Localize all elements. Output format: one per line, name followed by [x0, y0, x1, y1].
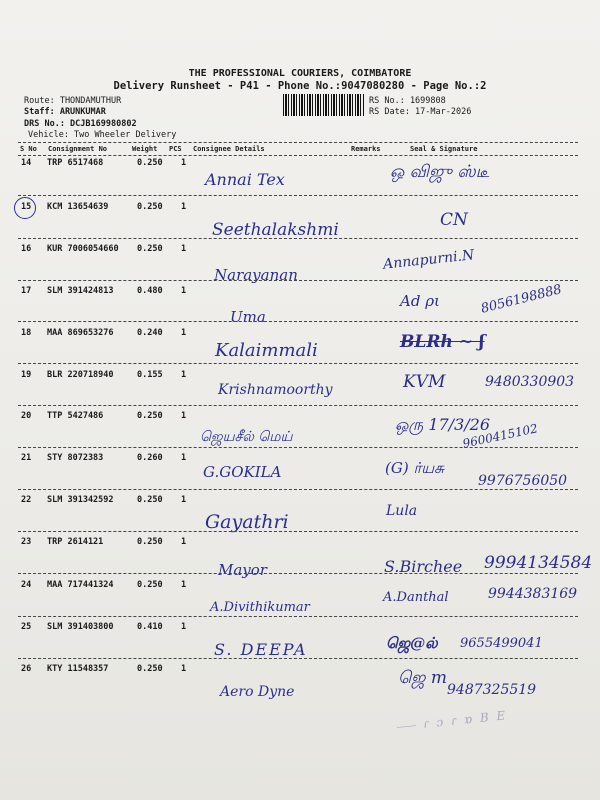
row-weight: 0.250: [137, 158, 163, 168]
consignee-handwriting: Kalaimmali: [215, 340, 318, 361]
row-consignment: TRP 6517468: [47, 158, 104, 168]
signature-handwriting: ஒ விஜு ஸ்டீ: [390, 162, 490, 182]
route-label: Route: THONDAMUTHUR: [24, 96, 122, 106]
header-rule-top: [18, 142, 578, 143]
row-sno: 26: [21, 664, 32, 674]
row-pcs: 1: [181, 537, 187, 547]
consignee-handwriting: Aero Dyne: [220, 684, 295, 700]
row-consignment: SLM 391403800: [47, 622, 114, 632]
barcode: [283, 94, 365, 116]
signature-scribble: ஜெ m: [398, 668, 447, 688]
drs-number: DRS No.: DCJB169980802: [24, 119, 137, 129]
row-pcs: 1: [181, 202, 187, 212]
row-weight: 0.260: [137, 453, 163, 463]
consignee-handwriting: Narayanan: [214, 266, 298, 284]
row-divider: [18, 616, 578, 617]
row-consignment: MAA 869653276: [47, 328, 114, 338]
signature-handwriting: 8056198888: [479, 282, 564, 317]
row-consignment: TTP 5427486: [47, 411, 104, 421]
consignee-handwriting: S. DEEPA: [214, 640, 308, 659]
consignee-handwriting: G.GOKILA: [203, 463, 282, 481]
row-consignment: SLM 391342592: [47, 495, 114, 505]
row-pcs: 1: [181, 286, 187, 296]
row-sno: 16: [21, 244, 32, 254]
signature-handwriting: 9976756050: [478, 473, 568, 489]
row-weight: 0.250: [137, 664, 163, 674]
row-divider: [18, 531, 578, 532]
row-divider: [18, 321, 578, 322]
row-consignment: BLR 220718940: [47, 370, 114, 380]
signature-scribble: Ad ρι: [400, 292, 440, 310]
row-sno: 23: [21, 537, 32, 547]
row-consignment: STY 8072383: [47, 453, 104, 463]
signature-handwriting: Lula: [386, 503, 418, 519]
staff-label: Staff: ARUNKUMAR: [24, 107, 106, 117]
row-divider: [18, 658, 578, 659]
signature-handwriting: 9600415102: [461, 421, 539, 451]
row-pcs: 1: [181, 328, 187, 338]
rs-number: RS No.: 1699808: [369, 96, 446, 106]
col-pcs: PCS: [169, 145, 182, 153]
row-pcs: 1: [181, 244, 187, 254]
row-sno: 21: [21, 453, 32, 463]
row-weight: 0.155: [137, 370, 163, 380]
signature-scribble: (G) ர்யசு: [385, 459, 444, 477]
consignee-handwriting: Uma: [230, 308, 266, 326]
row-pcs: 1: [181, 622, 187, 632]
col-remarks: Remarks: [351, 145, 381, 153]
consignee-handwriting: Gayathri: [205, 511, 289, 533]
rs-date: RS Date: 17-Mar-2026: [369, 107, 472, 117]
row-pcs: 1: [181, 453, 187, 463]
row-sno: 14: [21, 158, 32, 168]
row-weight: 0.250: [137, 202, 163, 212]
row-divider: [18, 447, 578, 448]
consignee-handwriting: Krishnamoorthy: [218, 382, 333, 398]
row-consignment: SLM 391424813: [47, 286, 114, 296]
row-weight: 0.250: [137, 537, 163, 547]
faded-stamp: ⸺ ɾ ɔ ɾ ɒ B E: [394, 708, 508, 734]
signature-handwriting: 9480330903: [485, 374, 575, 390]
row-pcs: 1: [181, 664, 187, 674]
col-seal: Seal & Signature: [410, 145, 478, 153]
signature-handwriting: 9487325519: [447, 682, 537, 698]
row-consignment: TRP 2614121: [47, 537, 104, 547]
signature-scribble: ஜெ@ல்: [386, 634, 438, 652]
col-weight: Weight: [132, 145, 158, 153]
signature-scribble: KVM: [403, 372, 446, 392]
col-sno: S No: [20, 145, 37, 153]
company-title: THE PROFESSIONAL COURIERS, COIMBATORE: [188, 68, 412, 79]
row-pcs: 1: [181, 370, 187, 380]
row-consignment: MAA 717441324: [47, 580, 114, 590]
row-consignment: KUR 7006054660: [47, 244, 119, 254]
row-divider: [18, 363, 578, 364]
row-weight: 0.410: [137, 622, 163, 632]
signature-scribble: ஒரு 17/3/26: [395, 415, 490, 434]
consignee-handwriting: Annai Tex: [205, 170, 285, 189]
row-divider: [18, 280, 578, 281]
row-sno: 15: [21, 202, 32, 212]
runsheet-subtitle: Delivery Runsheet - P41 - Phone No.:9047080280 - Page No.:2: [113, 80, 487, 92]
row-pcs: 1: [181, 158, 187, 168]
signature-handwriting: BLRh ~ ʃ: [400, 332, 485, 352]
row-pcs: 1: [181, 495, 187, 505]
row-sno: 24: [21, 580, 32, 590]
row-weight: 0.250: [137, 495, 163, 505]
row-sno: 19: [21, 370, 32, 380]
row-weight: 0.250: [137, 411, 163, 421]
signature-scribble: S.Birchee: [384, 557, 463, 576]
signature-handwriting: 9655499041: [460, 636, 543, 651]
row-sno: 17: [21, 286, 32, 296]
row-sno: 22: [21, 495, 32, 505]
row-sno: 18: [21, 328, 32, 338]
signature-handwriting: CN: [440, 210, 468, 230]
row-weight: 0.480: [137, 286, 163, 296]
row-sno: 20: [21, 411, 32, 421]
col-consignee: Consignee Details: [193, 145, 265, 153]
consignee-handwriting: Seethalakshmi: [212, 220, 339, 240]
signature-handwriting: 9994134584: [484, 553, 593, 573]
row-divider: [18, 238, 578, 239]
consignee-handwriting: A.Divithikumar: [210, 600, 310, 615]
row-weight: 0.250: [137, 580, 163, 590]
consignee-handwriting: ஜெயசீல் மெய்: [200, 429, 293, 445]
row-divider: [18, 195, 578, 196]
row-weight: 0.250: [137, 244, 163, 254]
row-consignment: KTY 11548357: [47, 664, 109, 674]
consignee-handwriting: Mayor: [218, 561, 267, 579]
row-pcs: 1: [181, 411, 187, 421]
row-divider: [18, 489, 578, 490]
vehicle-label: Vehicle: Two Wheeler Delivery: [28, 130, 177, 140]
row-divider: [18, 405, 578, 406]
row-pcs: 1: [181, 580, 187, 590]
header-rule-bottom: [18, 155, 578, 156]
signature-handwriting: 9944383169: [488, 586, 578, 602]
col-consignment: Consignment No: [48, 145, 108, 153]
row-consignment: KCM 13654639: [47, 202, 109, 212]
row-sno: 25: [21, 622, 32, 632]
row-weight: 0.240: [137, 328, 163, 338]
signature-scribble: A.Danthal: [383, 590, 449, 605]
signature-handwriting: Annapurni.N: [382, 247, 475, 273]
row-divider: [18, 573, 578, 574]
